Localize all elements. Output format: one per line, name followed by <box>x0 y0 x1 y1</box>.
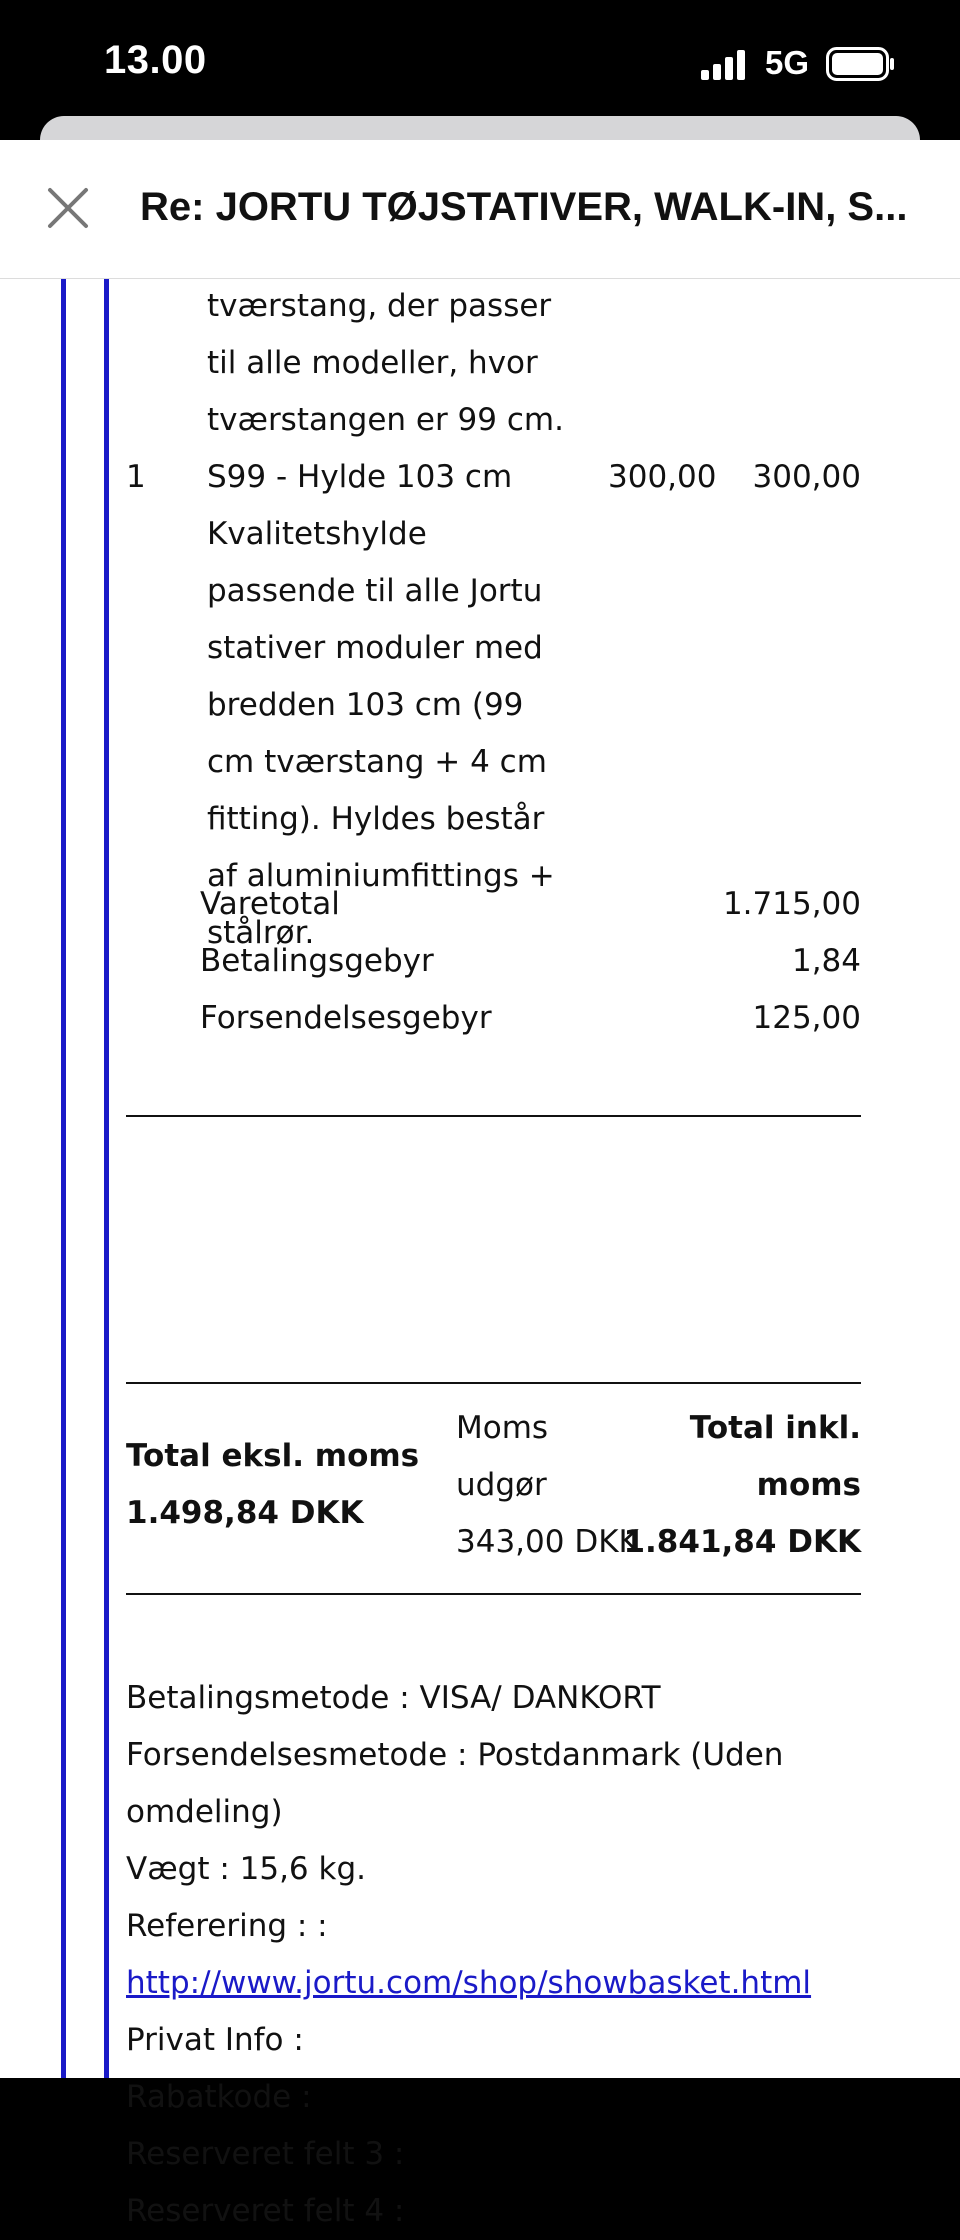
vat-amount <box>456 1400 639 1571</box>
summary-row <box>200 990 861 1047</box>
order-info <box>126 1670 861 2240</box>
summary-label: Betalingsgebyr <box>200 943 434 979</box>
vat-line: 343,00 DKK <box>456 1524 639 1560</box>
description-line: tværstang, der passer <box>207 288 552 324</box>
basket-link[interactable]: http://www.jortu.com/shop/showbasket.html <box>126 1965 812 2001</box>
close-icon[interactable] <box>40 180 96 236</box>
total-excl-vat-value: 1.498,84 DKK <box>126 1495 364 1531</box>
summary-row <box>200 933 861 990</box>
previous-item-description <box>207 278 577 449</box>
description-line: fitting). Hyldes består <box>207 801 545 837</box>
summary-value: 125,00 <box>752 1000 861 1036</box>
divider <box>126 1115 861 1117</box>
message-body[interactable] <box>0 278 960 2229</box>
description-line: passende til alle Jortu <box>207 573 543 609</box>
quote-bar-inner <box>104 278 109 2078</box>
description-line: til alle modeller, hvor <box>207 345 538 381</box>
divider <box>126 1382 861 1384</box>
description-line: cm tværstang + 4 cm <box>207 744 547 780</box>
divider <box>126 1593 861 1595</box>
item-unit-price: 300,00 <box>608 459 717 495</box>
summary-row <box>200 876 861 933</box>
payment-method: Betalingsmetode : VISA/ DANKORT <box>126 1680 661 1716</box>
discount-code: Rabatkode : <box>126 2079 312 2115</box>
total-incl-line: Total inkl. <box>689 1410 861 1446</box>
total-incl-line: moms <box>756 1467 861 1503</box>
quote-bar-outer <box>61 278 66 2078</box>
battery-icon <box>826 47 896 81</box>
shipping-method: Forsendelsesmetode : Postdanmark (Uden <box>126 1737 784 1773</box>
shipping-method-continued: omdeling) <box>126 1794 283 1830</box>
item-quantity: 1 <box>126 459 146 495</box>
basket-link-row <box>126 1955 861 2012</box>
vat-line: udgør <box>456 1467 547 1503</box>
description-line: bredden 103 cm (99 <box>207 687 524 723</box>
message-sheet <box>0 140 960 2229</box>
summary-value: 1.715,00 <box>722 886 861 922</box>
private-info: Privat Info : <box>126 2022 304 2058</box>
description-line: Kvalitetshylde <box>207 516 427 552</box>
signal-icon <box>701 50 749 80</box>
description-line: af aluminiumfittings + <box>207 858 555 894</box>
summary-value: 1,84 <box>791 943 861 979</box>
order-summary <box>200 876 861 1047</box>
vat-line: Moms <box>456 1410 549 1446</box>
status-time: 13.00 <box>104 38 207 82</box>
description-line: tværstangen er 99 cm. <box>207 402 564 438</box>
total-excl-vat-label: Total eksl. moms <box>126 1438 420 1474</box>
message-subject: Re: JORTU TØJSTATIVER, WALK-IN, S... <box>140 185 908 229</box>
status-bar <box>0 0 960 130</box>
summary-label: Forsendelsesgebyr <box>200 1000 492 1036</box>
order-totals <box>126 1400 861 1570</box>
referral: Referering : : <box>126 1908 328 1944</box>
total-incl-line: 1.841,84 DKK <box>623 1524 861 1560</box>
description-line: stålrør. <box>207 915 315 951</box>
description-line: S99 - Hylde 103 cm <box>207 459 513 495</box>
description-line: stativer moduler med <box>207 630 543 666</box>
weight: Vægt : 15,6 kg. <box>126 1851 366 1887</box>
item-line-total: 300,00 <box>752 459 861 495</box>
reserved-field-3: Reserveret felt 3 : <box>126 2136 405 2172</box>
message-header <box>0 140 960 279</box>
network-label: 5G <box>765 44 810 81</box>
total-incl-vat <box>623 1400 861 1571</box>
summary-label: Varetotal <box>200 886 340 922</box>
reserved-field-4: Reserveret felt 4 : <box>126 2193 405 2229</box>
